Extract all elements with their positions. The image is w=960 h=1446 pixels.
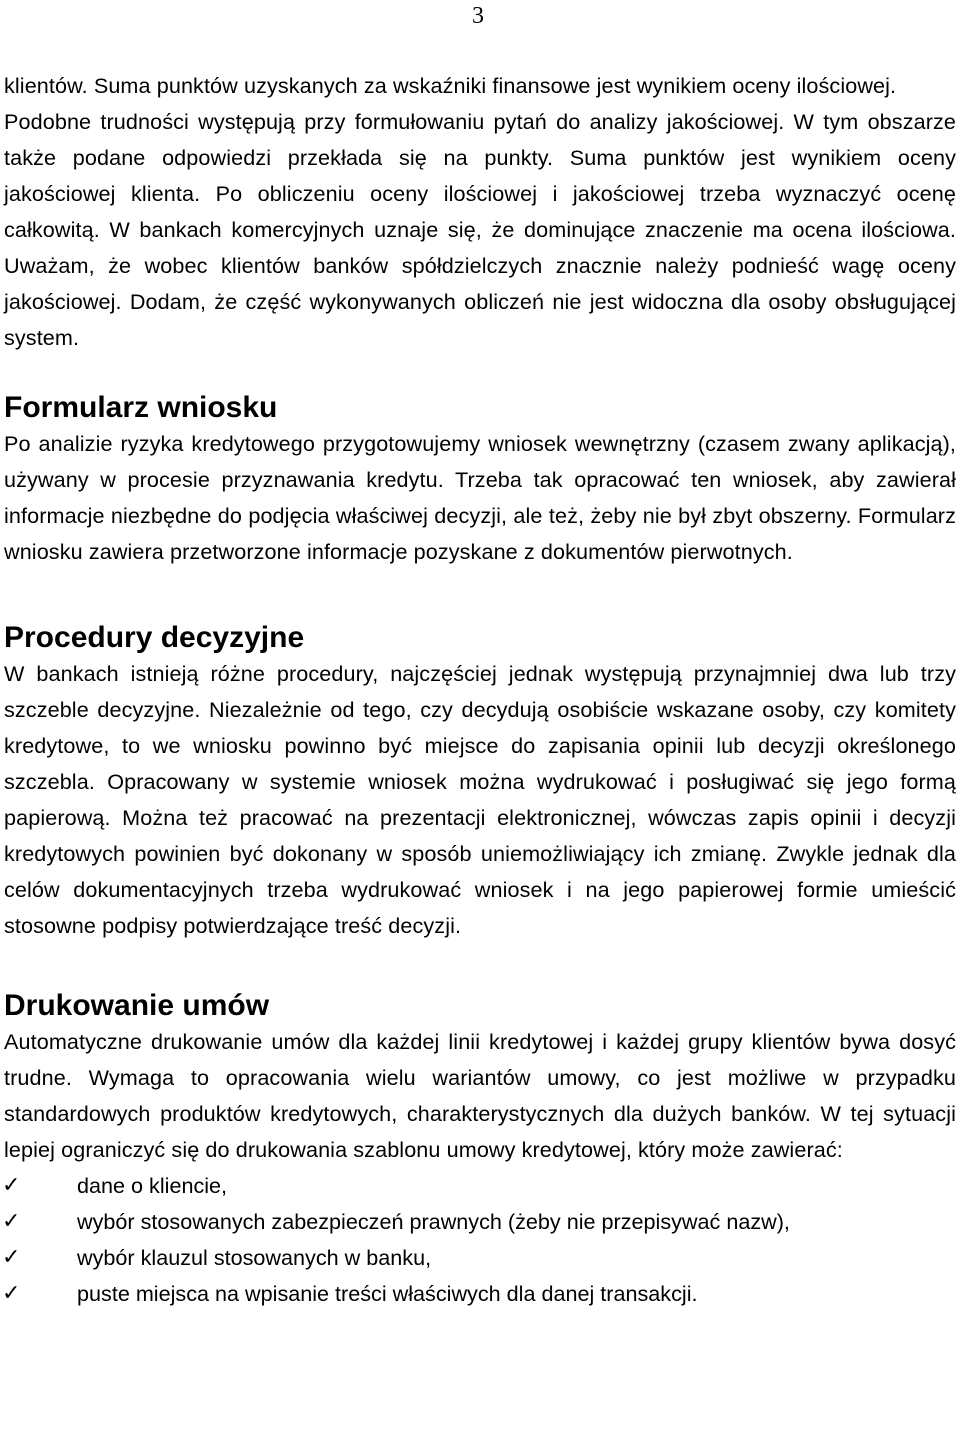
list-item bbox=[4, 1204, 956, 1240]
intro-paragraph-1: klientów. Suma punktów uzyskanych za wskaźniki finansowe jest wynikiem oceny ilościowej. bbox=[4, 73, 897, 98]
list-item bbox=[4, 1168, 956, 1204]
section-heading-formularz: Formularz wniosku bbox=[4, 391, 278, 424]
page-number: 3 bbox=[472, 3, 484, 29]
checkmark-icon: ✓ bbox=[2, 1209, 21, 1234]
list-item bbox=[4, 1240, 956, 1276]
list-item-text: puste miejsca na wpisanie treści właściwych dla danej transakcji. bbox=[77, 1281, 698, 1306]
section-text-formularz: Po analizie ryzyka kredytowego przygotowujemy wniosek wewnętrzny (czasem zwany aplikacją), używany w procesie przyznawania kredytu. Trzeba tak opracować ten wniosek, aby zawierał informacje niezbędne do podjęcia właściwej decyzji, ale też, żeby nie był zbyt obszerny. Formularz wniosku zawiera przetworzone informacje pozyskane z dokumentów pierwotnych. bbox=[4, 431, 956, 564]
list-item-text: wybór stosowanych zabezpieczeń prawnych (żeby nie przepisywać nazw), bbox=[77, 1209, 790, 1234]
checkmark-icon: ✓ bbox=[2, 1245, 21, 1270]
contract-template-checklist bbox=[4, 1168, 956, 1312]
list-item bbox=[4, 1276, 956, 1312]
document-body bbox=[4, 68, 956, 1312]
section-heading-procedury: Procedury decyzyjne bbox=[4, 621, 305, 654]
section-text-procedury: W bankach istnieją różne procedury, najczęściej jednak występują przynajmniej dwa lub trzy szczeble decyzyjne. Niezależnie od tego, czy decydują osobiście wskazane osoby, czy komitety kredytowe, to we wniosku powinno być miejsce do zapisania opinii lub decyzji określonego szczebla. Opracowany w systemie wniosek można wydrukować i posługiwać się jego formą papierową. Można też pracować na prezentacji elektronicznej, wówczas zapis opinii i decyzji kredytowych powinien być dokonany w sposób uniemożliwiający ich zmianę. Zwykle jednak dla celów dokumentacyjnych trzeba wydrukować wniosek i na jego papierowej formie umieścić stosowne podpisy potwierdzające treść decyzji. bbox=[4, 661, 956, 938]
section-heading-drukowanie: Drukowanie umów bbox=[4, 989, 270, 1022]
checkmark-icon: ✓ bbox=[2, 1281, 21, 1306]
checkmark-icon: ✓ bbox=[2, 1173, 21, 1198]
list-item-text: dane o kliencie, bbox=[77, 1173, 228, 1198]
intro-paragraph-2: Podobne trudności występują przy formułowaniu pytań do analizy jakościowej. W tym obszarze także podane odpowiedzi przekłada się na punkty. Suma punktów jest wynikiem oceny jakościowej klienta. Po obliczeniu oceny ilościowej i jakościowej trzeba wyznaczyć ocenę całkowitą. W bankach komercyjnych uznaje się, że dominujące znaczenie ma ocena ilościowa. Uważam, że wobec klientów banków spółdzielczych znacznie należy podnieść wagę oceny jakościowej. Dodam, że część wykonywanych obliczeń nie jest widoczna dla osoby obsługującej system. bbox=[4, 109, 956, 350]
section-text-drukowanie: Automatyczne drukowanie umów dla każdej linii kredytowej i każdej grupy klientów bywa dosyć trudne. Wymaga to opracowania wielu wariantów umowy, co jest możliwe w przypadku standardowych produktów kredytowych, charakterystycznych dla dużych banków. W tej sytuacji lepiej ograniczyć się do drukowania szablonu umowy kredytowej, który może zawierać: bbox=[4, 1029, 956, 1162]
list-item-text: wybór klauzul stosowanych w banku, bbox=[77, 1245, 432, 1270]
